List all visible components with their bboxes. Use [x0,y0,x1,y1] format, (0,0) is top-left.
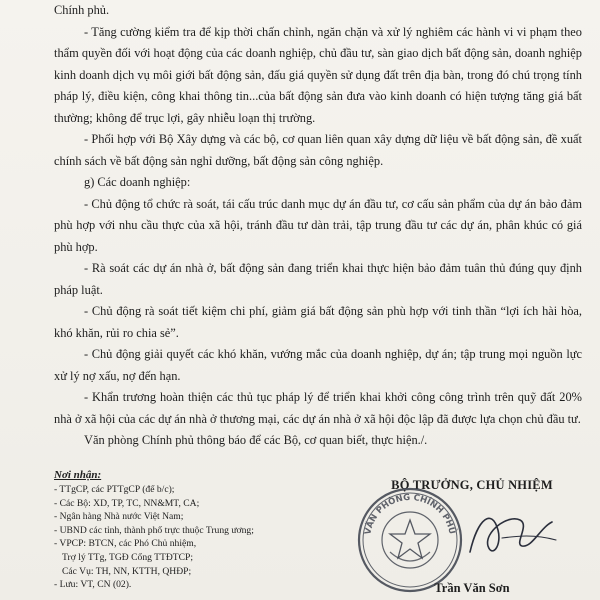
paragraph-0: Chính phủ. [54,3,110,17]
recipient-item: - UBND các tỉnh, thành phố trực thuộc Trung ương; [54,524,254,536]
paragraph-3-section-heading: g) Các doanh nghiệp: [84,175,191,189]
recipient-item: - VPCP: BTCN, các Phó Chủ nhiệm, [54,538,197,550]
recipient-item: - TTgCP, các PTTgCP (để b/c); [54,484,175,495]
recipient-item: Các Vụ: TH, NN, KTTH, QHĐP; [62,565,192,577]
paragraph-8: - Khẩn trương hoàn thiện các thủ tục pháp lý để triển khai khởi công công trình trên quỹ đất 20% nhà ở xã hội của các dự án nhà ở thương mại, các dự án nhà ở xã hội độc lập đã được lựa chọn chủ đầu tư. [54,390,582,426]
recipient-item: - Ngân hàng Nhà nước Việt Nam; [54,511,184,523]
recipient-item: Trợ lý TTg, TGĐ Cổng TTĐTCP; [62,551,194,563]
paragraph-5: - Rà soát các dự án nhà ở, bất động sản đang triển khai thực hiện bảo đảm tuân thủ đúng quy định pháp luật. [54,261,582,297]
signer-title: BỘ TRƯỞNG, CHỦ NHIỆM [391,478,553,492]
recipients-block [54,468,354,592]
handwritten-signature-icon [462,500,562,570]
paragraph-7: - Chủ động giải quyết các khó khăn, vướng mắc của doanh nghiệp, dự án; tập trung mọi nguồn lực xử lý nợ xấu, nợ đến hạn. [54,347,582,383]
paragraph-1: - Tăng cường kiểm tra để kịp thời chấn chỉnh, ngăn chặn và xử lý nghiêm các hành vi vi phạm theo thẩm quyền đối với hoạt động của các doanh nghiệp, chủ đầu tư, sàn giao dịch bất động sản, doanh nghiệp kinh doanh dịch vụ môi giới bất động sản, đấu giá quyền sử dụng đất trên địa bàn, trong đó chú trọng tính pháp lý, điều kiện, công khai thông tin...của bất động sản đưa vào kinh doanh có hiện tượng tăng giá bất thường; không để trục lợi, gây nhiễu loạn thị trường. [54,24,582,125]
signer-block [350,478,594,600]
signer-name: Trần Văn Sơn [434,581,510,595]
official-seal-icon [356,486,464,594]
seal-text: VĂN PHÒNG CHÍNH PHỦ [363,492,457,536]
paragraph-4: - Chủ động tổ chức rà soát, tái cấu trúc danh mục dự án đầu tư, cơ cấu sản phẩm của dự án bảo đảm phù hợp với nhu cầu thực của xã hội, tránh đầu tư dàn trải, tập trung đầu tư các dự án, phân khúc có giá phù hợp. [54,196,582,254]
recipient-item: - Lưu: VT, CN (02). [54,579,132,591]
paragraph-2: - Phối hợp với Bộ Xây dựng và các bộ, cơ quan liên quan xây dựng dữ liệu về bất động sản, đề xuất chính sách về bất động sản nghỉ dưỡng, bất động sản công nghiệp. [54,132,582,168]
paragraph-6: - Chủ động rà soát tiết kiệm chi phí, giảm giá bất động sản phù hợp với tinh thần “lợi ích hài hòa, khó khăn, rủi ro chia sẻ”. [54,304,582,340]
paragraph-9-closing: Văn phòng Chính phủ thông báo để các Bộ, cơ quan biết, thực hiện./. [84,433,428,447]
document-footer [54,468,594,600]
recipients-heading: Nơi nhận: [54,469,102,481]
recipient-item: - Các Bộ: XD, TP, TC, NN&MT, CA; [54,497,200,509]
document-body [54,0,582,452]
